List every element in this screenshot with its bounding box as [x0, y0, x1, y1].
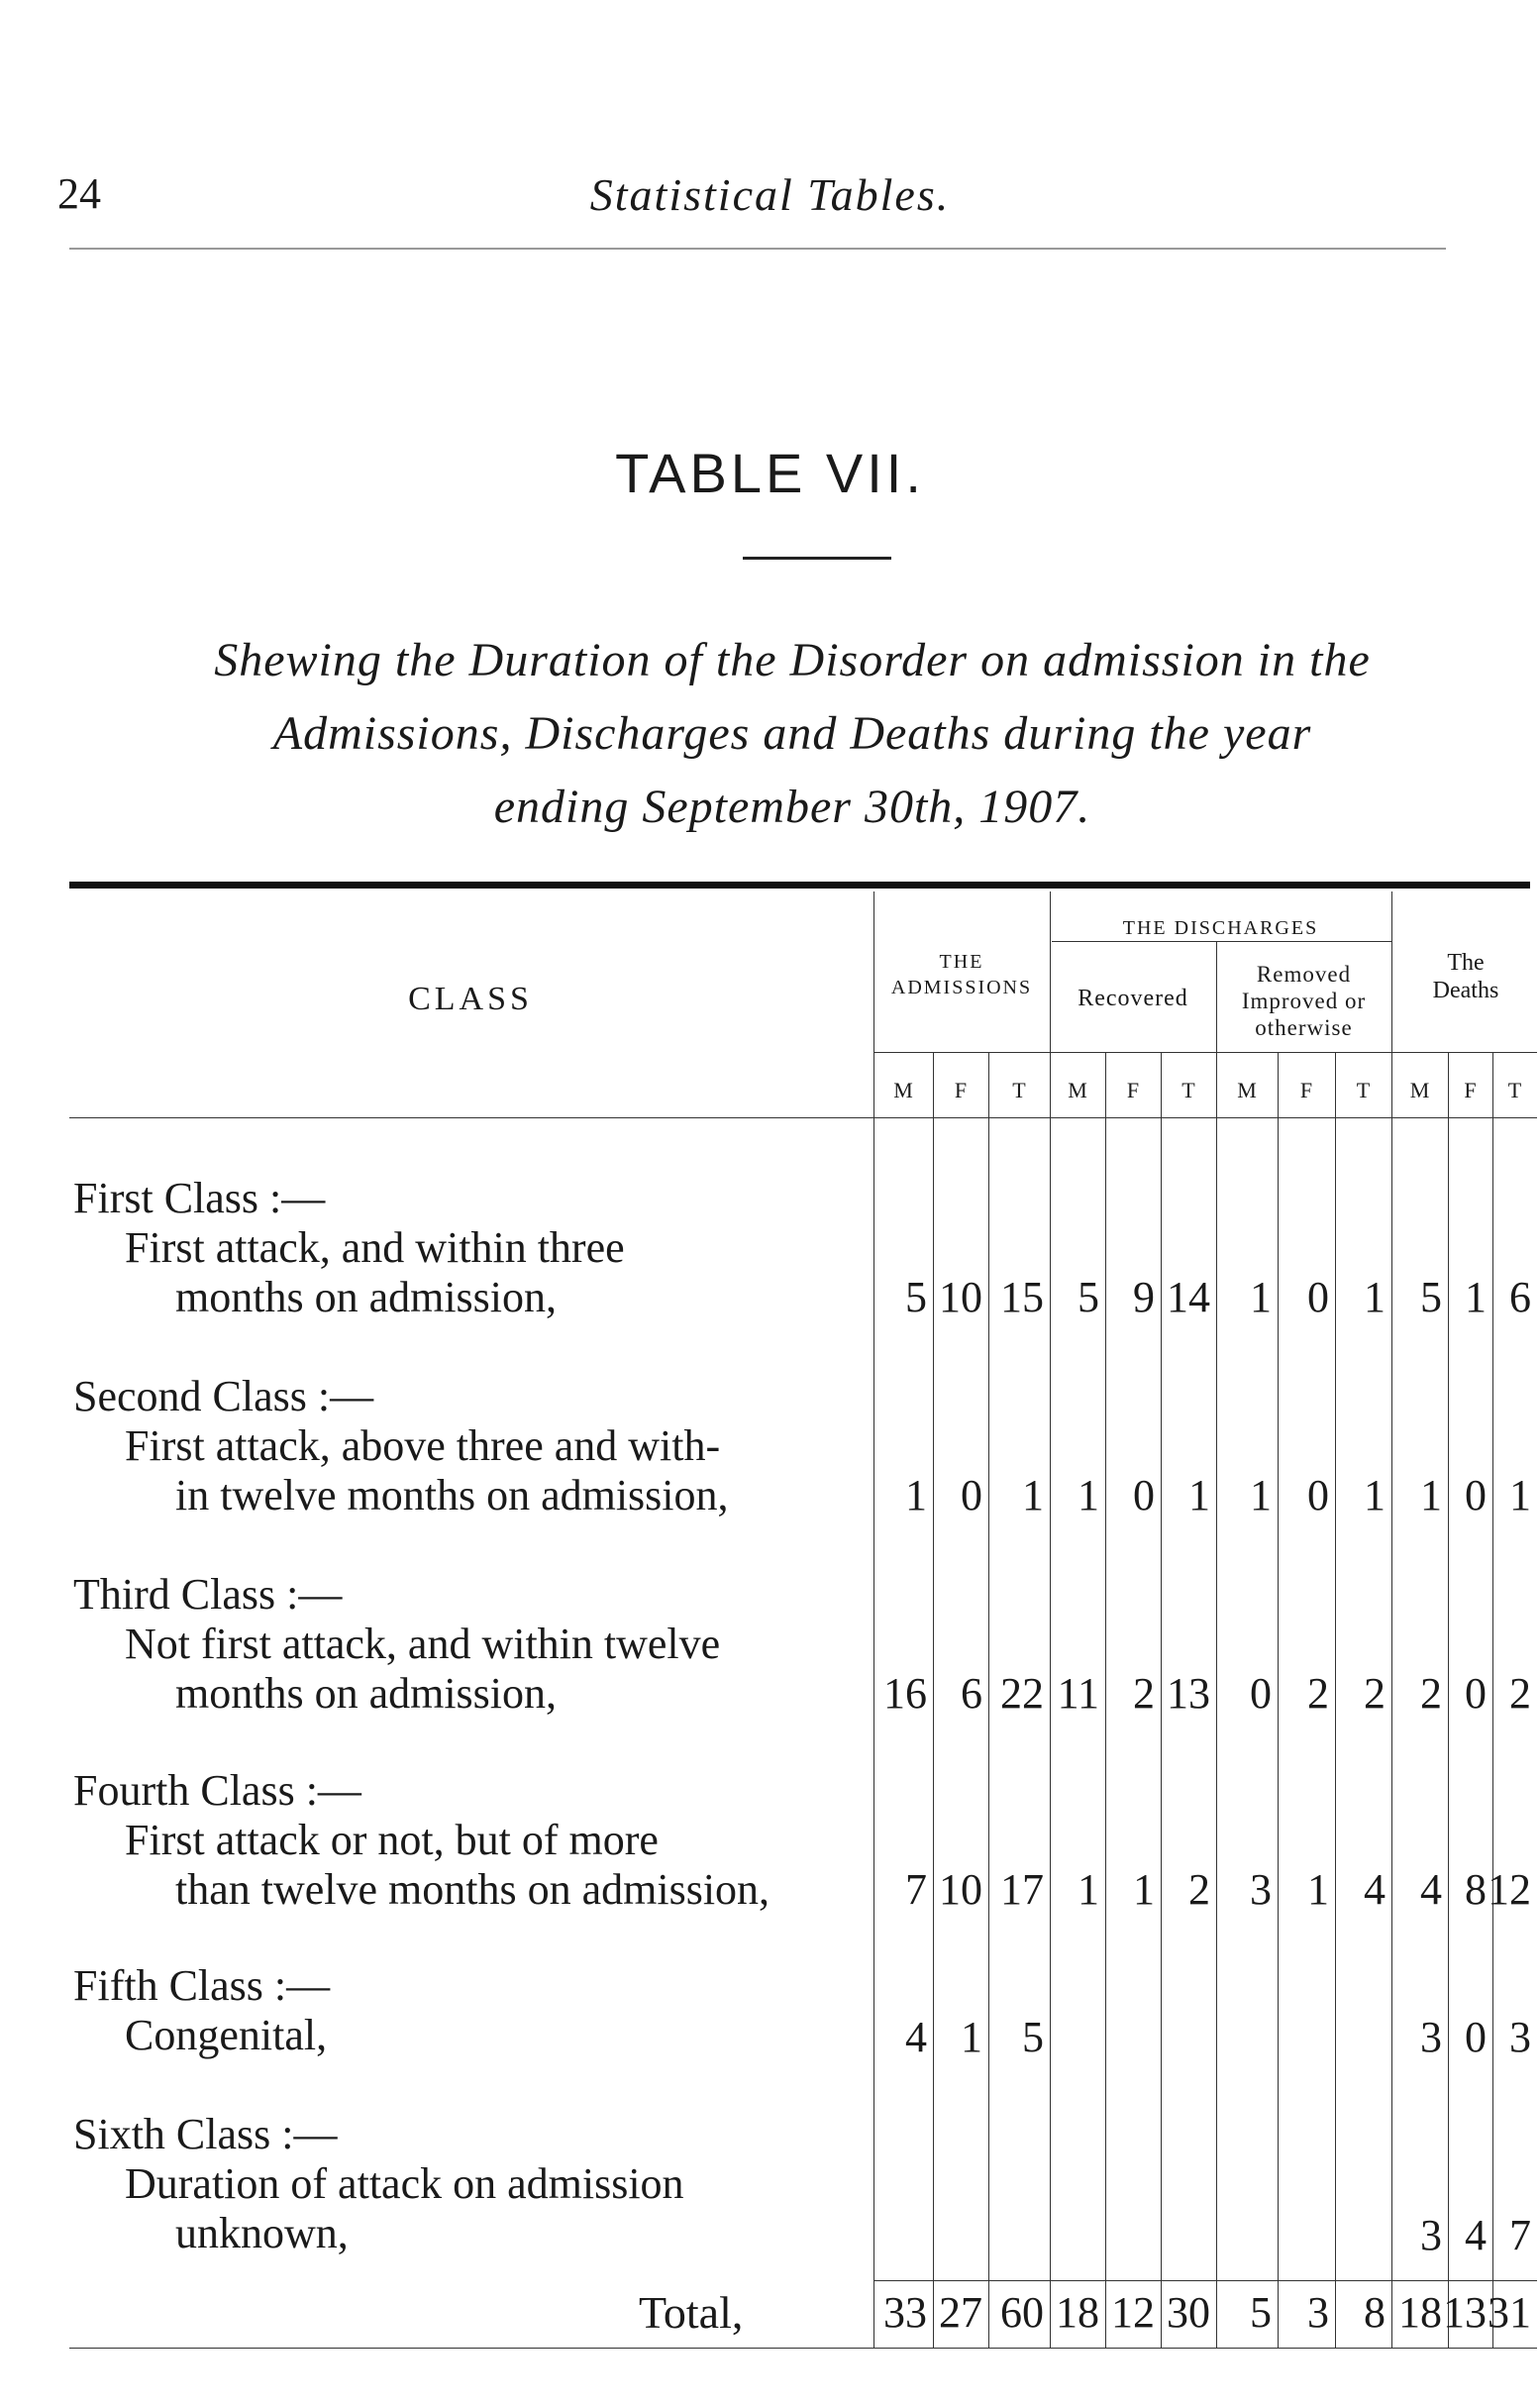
table-cell-value: 13	[1443, 2288, 1487, 2337]
class-description-end: in twelve months on admission,	[175, 1471, 729, 1519]
class-row-text	[73, 1961, 866, 2060]
table-cell-value: 1	[1307, 1865, 1329, 1914]
class-row-text	[73, 1766, 866, 1915]
table-cell-value: 16	[883, 1669, 927, 1718]
table-cell-value: 12	[1111, 2288, 1155, 2337]
removed-header-line: Improved or	[1241, 989, 1367, 1013]
table-cell-value: 60	[1000, 2288, 1044, 2337]
table-cell-value: 1	[1420, 1471, 1442, 1519]
subtitle-line: Admissions, Discharges and Deaths during the year	[272, 707, 1312, 760]
table-cell-value: 8	[1364, 2288, 1386, 2337]
class-description-end: unknown,	[175, 2209, 349, 2257]
table-cell-value: 1	[1133, 1865, 1155, 1914]
class-description-end: months on admission,	[175, 1669, 558, 1718]
table-cell-value: 4	[1420, 1865, 1442, 1914]
group-divider-line	[1391, 891, 1392, 2348]
running-head: Statistical Tables.	[589, 169, 951, 220]
class-description: Not first attack, and within twelve	[125, 1620, 721, 1668]
class-heading: Second Class :—	[73, 1372, 374, 1420]
table-cell-value: 1	[1509, 1471, 1531, 1519]
column-subheader-f: F	[1464, 1078, 1477, 1102]
table-cell-value: 8	[1465, 1865, 1487, 1914]
table-cell-value: 1	[1078, 1471, 1099, 1519]
group-divider-line	[873, 891, 874, 2348]
table-cell-value: 30	[1167, 2288, 1210, 2337]
class-heading: Sixth Class :—	[73, 2110, 338, 2158]
column-subheader-t: T	[1507, 1078, 1522, 1102]
title-rule	[743, 557, 891, 560]
header-bottom-rule	[69, 1117, 1537, 1118]
class-heading: Third Class :—	[73, 1570, 343, 1619]
table-cell-value: 0	[1133, 1471, 1155, 1519]
table-cell-value: 10	[939, 1865, 982, 1914]
table-cell-value: 12	[1488, 1865, 1531, 1914]
class-heading: Fourth Class :—	[73, 1766, 361, 1815]
table-cell-value: 6	[1509, 1273, 1531, 1321]
table-cell-value: 10	[939, 1273, 982, 1321]
table-cell-value: 17	[1000, 1865, 1044, 1914]
page-number: 24	[57, 169, 101, 218]
group-divider-line	[1050, 891, 1051, 2348]
table-cell-value: 1	[961, 2013, 982, 2061]
deaths-header	[1391, 949, 1540, 1004]
table-cell-value: 0	[1465, 1669, 1487, 1718]
admissions-header-line: THE	[939, 951, 984, 973]
table-bottom-rule	[69, 2348, 1537, 2349]
header-rule	[69, 248, 1446, 250]
class-heading: First Class :—	[73, 1174, 326, 1222]
class-column-header: CLASS	[408, 981, 533, 1017]
table-cell-value: 6	[961, 1669, 982, 1718]
table-cell-value: 0	[1465, 1471, 1487, 1519]
admissions-header	[873, 949, 1050, 1000]
total-top-rule	[873, 2280, 1537, 2281]
table-cell-value: 3	[1250, 1865, 1272, 1914]
discharges-header: THE DISCHARGES	[1122, 917, 1319, 939]
table-cell-value: 5	[1250, 2288, 1272, 2337]
class-heading: Fifth Class :—	[73, 1961, 331, 2010]
table-cell-value: 1	[1250, 1273, 1272, 1321]
table-cell-value: 1	[1022, 1471, 1044, 1519]
table-cell-value: 9	[1133, 1273, 1155, 1321]
column-subheader-t: T	[1356, 1078, 1371, 1102]
table-cell-value: 1	[905, 1471, 927, 1519]
table-cell-value: 13	[1167, 1669, 1210, 1718]
table-cell-value: 0	[1307, 1273, 1329, 1321]
discharges-header-rule	[1052, 941, 1391, 942]
table-cell-value: 2	[1509, 1669, 1531, 1718]
table-cell-value: 2	[1188, 1865, 1210, 1914]
column-subheader-m: M	[1068, 1078, 1087, 1102]
removed-header	[1216, 961, 1391, 1041]
table-cell-value: 4	[1364, 1865, 1386, 1914]
class-row-text	[73, 2110, 866, 2258]
table-subtitle	[119, 624, 1466, 844]
table-cell-value: 27	[939, 2288, 982, 2337]
table-cell-value: 1	[1465, 1273, 1487, 1321]
table-cell-value: 4	[905, 2013, 927, 2061]
table-cell-value: 1	[1250, 1471, 1272, 1519]
table-cell-value: 1	[1364, 1471, 1386, 1519]
group-divider-line	[1216, 941, 1217, 2348]
table-cell-value: 31	[1488, 2288, 1531, 2337]
class-row-text	[73, 1570, 866, 1719]
table-cell-value: 2	[1307, 1669, 1329, 1718]
table-title: TABLE VII.	[615, 442, 925, 504]
class-description: First attack, above three and with-	[125, 1421, 721, 1470]
column-subheader-m: M	[893, 1078, 913, 1102]
table-cell-value: 1	[1364, 1273, 1386, 1321]
table-cell-value: 1	[1078, 1865, 1099, 1914]
class-description-end: than twelve months on admission,	[175, 1865, 770, 1914]
removed-header-line: Removed	[1256, 962, 1352, 987]
class-description: Congenital,	[125, 2011, 328, 2059]
table-cell-value: 3	[1509, 2013, 1531, 2061]
class-description: First attack, and within three	[125, 1223, 625, 1272]
table-cell-value: 18	[1398, 2288, 1442, 2337]
column-subheader-t: T	[1181, 1078, 1195, 1102]
table-cell-value: 3	[1307, 2288, 1329, 2337]
table-cell-value: 3	[1420, 2211, 1442, 2259]
table-cell-value: 1	[1188, 1471, 1210, 1519]
table-cell-value: 2	[1133, 1669, 1155, 1718]
table-cell-value: 7	[1509, 2211, 1531, 2259]
table-cell-value: 22	[1000, 1669, 1044, 1718]
column-subheader-t: T	[1012, 1078, 1026, 1102]
table-cell-value: 3	[1420, 2013, 1442, 2061]
table-cell-value: 7	[905, 1865, 927, 1914]
table-cell-value: 5	[905, 1273, 927, 1321]
table-cell-value: 0	[1465, 2013, 1487, 2061]
column-subheader-f: F	[954, 1078, 968, 1102]
admissions-header-line: ADMISSIONS	[890, 977, 1033, 998]
table-cell-value: 2	[1420, 1669, 1442, 1718]
column-subheader-m: M	[1237, 1078, 1257, 1102]
table-cell-value: 15	[1000, 1273, 1044, 1321]
table-cell-value: 0	[1307, 1471, 1329, 1519]
class-description-end: months on admission,	[175, 1273, 558, 1321]
table-cell-value: 18	[1056, 2288, 1099, 2337]
deaths-header-line: Deaths	[1432, 978, 1499, 1003]
subheader-top-rule	[873, 1052, 1537, 1053]
subtitle-line: Shewing the Duration of the Disorder on admission in the	[214, 634, 1371, 686]
table-top-rule	[69, 882, 1530, 889]
table-cell-value: 5	[1022, 2013, 1044, 2061]
class-description: First attack or not, but of more	[125, 1816, 659, 1864]
table-cell-value: 2	[1364, 1669, 1386, 1718]
table-cell-value: 0	[961, 1471, 982, 1519]
table-cell-value: 0	[1250, 1669, 1272, 1718]
table-cell-value: 33	[883, 2288, 927, 2337]
column-subheader-f: F	[1299, 1078, 1313, 1102]
class-row-text	[73, 1174, 866, 1322]
class-row-text	[73, 1372, 866, 1520]
column-subheader-m: M	[1409, 1078, 1430, 1102]
column-subheader-f: F	[1126, 1078, 1140, 1102]
total-label: Total,	[639, 2287, 744, 2338]
table-cell-value: 5	[1078, 1273, 1099, 1321]
table-cell-value: 5	[1420, 1273, 1442, 1321]
table-cell-value: 11	[1057, 1669, 1099, 1718]
removed-header-line: otherwise	[1255, 1015, 1353, 1040]
subtitle-line: ending September 30th, 1907.	[493, 781, 1091, 833]
deaths-header-line: The	[1447, 950, 1485, 976]
recovered-header: Recovered	[1078, 986, 1188, 1011]
table-cell-value: 14	[1167, 1273, 1210, 1321]
table-cell-value: 4	[1465, 2211, 1487, 2259]
class-description: Duration of attack on admission	[125, 2159, 684, 2208]
